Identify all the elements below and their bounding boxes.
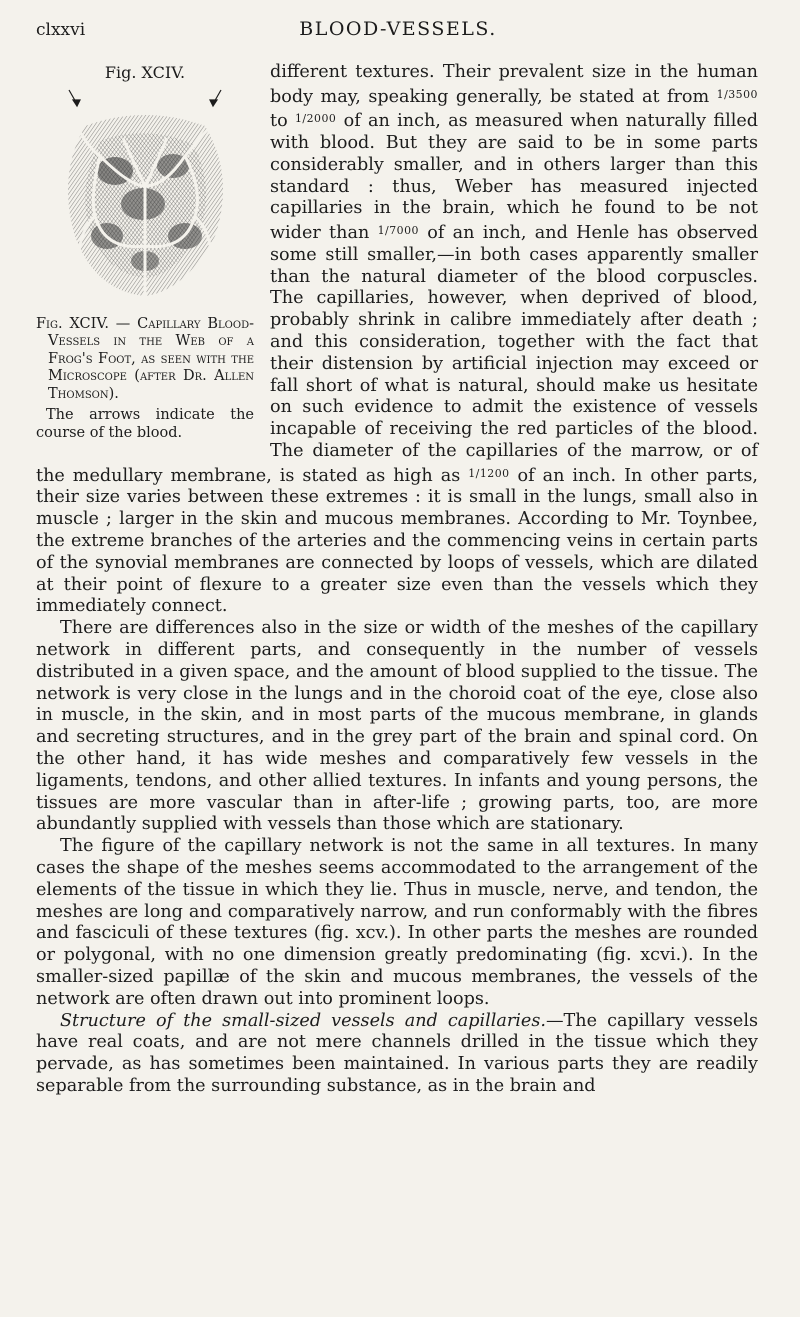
page-header (36, 14, 760, 44)
fraction: 1/3500 (716, 87, 758, 101)
figure-caption-title: Fig. XCIV. — Capillary Blood-Vessels in the Web of a Frog's Foot, as seen with the Microscope (after Dr. Allen Thomson). (36, 315, 254, 402)
fraction: 1/7000 (377, 224, 419, 238)
fraction: 1/1200 (468, 466, 510, 480)
paragraph-text: of an inch, and Henle has observed some still smaller,—in both cases apparently smaller than the natural diameter of the blood corpuscles. The capillaries, however, when deprived of blood, probably shrink in calibre immediately after death ; and this consideration, together with the fact that their distension by artificial injection may exceed or fall short of what is natural, should make us hesitate on such evidence to admit the existence of vessels incapable of receiving the red particles of the blood. The diameter of the capillaries of the marrow, or of the medullary membrane, is stated as high as (36, 223, 758, 486)
page-number: clxxvi (36, 20, 86, 40)
paragraph-text: of an inch. In other parts, their size varies between these extremes : it is small in the lungs, small also in muscle ; larger in the skin and mucous membranes. According to Mr. Toynbee, the extreme branches of the arteries and the commencing veins in certain parts of the synovial membranes are connected by loops of vessels, which are dilated at their point of flexure to a greater size even than the vessels which they immediately connect. (36, 465, 759, 617)
section-heading: Structure of the small-sized vessels and capillaries. (60, 1010, 546, 1031)
body-text (36, 62, 758, 1098)
figure-caption-note: The arrows indicate the course of the blood. (36, 407, 254, 441)
paragraph-2: There are differences also in the size or width of the meshes of the capillary network in different parts, and consequently in the number of vessels distributed in a given space, and the amount of blood supplied to the tissue. The network is very close in the lungs and in the choroid coat of the eye, close also in muscle, in the skin, and in most parts of the mucous membrane, in glands and secreting structures, and in the grey part of the brain and spinal cord. On the other hand, it has wide meshes and comparatively few vessels in the ligaments, tendons, and other allied textures. In infants and young persons, the tissues are more vascular than in after-life ; growing parts, too, are more abundantly supplied with vessels than those which are stationary. (36, 618, 758, 835)
paragraph-text: —The capillary vessels have real coats, and are not mere channels drilled in the tissue which they pervade, as has sometimes been maintained. In various parts they are readily separable from the surrounding substance, as in the brain and (36, 1010, 758, 1096)
running-title: BLOOD-VESSELS. (299, 18, 497, 40)
paragraph-3: The figure of the capillary network is not the same in all textures. In many cases the shape of the meshes seems accommodated to the arrangement of the elements of the tissue in which they lie. Thus in muscle, nerve, and tendon, the meshes are long and comparatively narrow, and run conformably with the fibres and fasciculi of these textures (fig. xcv.). In other parts the meshes are rounded or polygonal, with no one dimension greatly predominating (fig. xcvi.). In the smaller-sized papillæ of the skin and mucous membranes, the vessels of the network are often drawn out into prominent loops. (36, 836, 758, 1009)
paragraph-text: different textures. Their prevalent size in the human body may, speaking generally, be stated at from (270, 62, 758, 107)
paragraph-text: to (270, 111, 295, 132)
fraction: 1/2000 (294, 112, 337, 126)
figure-xciv (36, 62, 254, 442)
figure-label: Fig. XCIV. (104, 63, 186, 82)
paragraph-4 (36, 1011, 758, 1098)
figure-caption (36, 316, 254, 443)
capillary-network-illustration (45, 86, 245, 308)
paragraph-text: of an inch, as measured when naturally filled with blood. But they are said to be in some parts considerably smaller, and in others larger than this standard : thus, Weber has measured injected capillaries in the brain, which he found to be not wider than (270, 111, 758, 244)
